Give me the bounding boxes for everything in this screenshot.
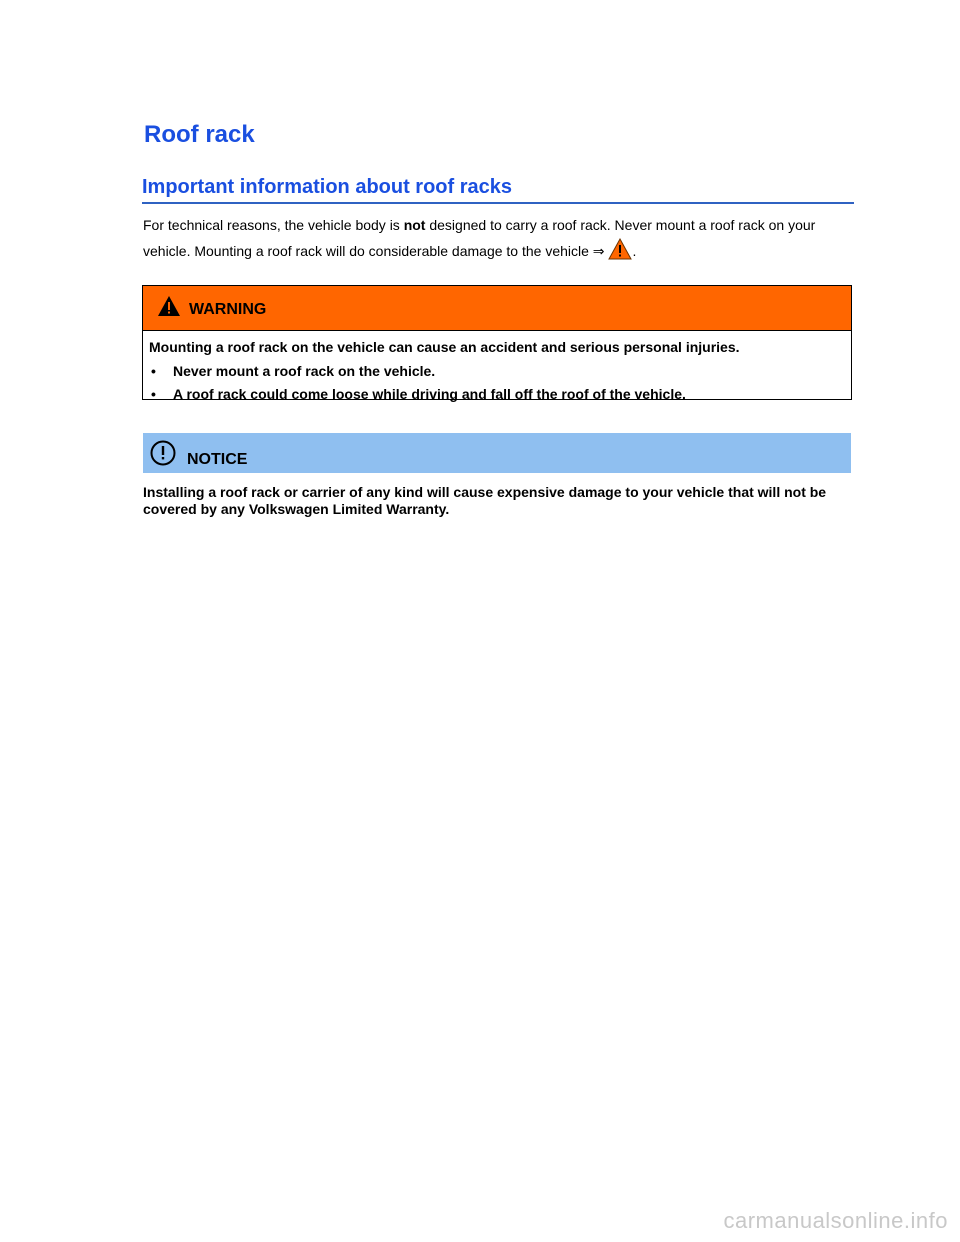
warning-label: WARNING xyxy=(189,301,267,318)
list-item-text: A roof rack could come loose while driving and fall off the roof of the vehicle. xyxy=(173,386,686,402)
notice-header xyxy=(143,433,851,473)
warning-header xyxy=(143,286,851,331)
intro-paragraph xyxy=(143,212,855,268)
exclamation-circle-icon xyxy=(149,439,177,472)
notice-text: Installing a roof rack or carrier of any kind will cause expensive damage to your vehicle that will not be covered by any Volkswagen Limited Warranty. xyxy=(143,484,827,517)
warning-list xyxy=(149,360,845,406)
warning-lead: Mounting a roof rack on the vehicle can cause an accident and serious personal injuries. xyxy=(149,339,740,355)
bullet: • xyxy=(151,363,156,379)
warning-box xyxy=(142,285,852,400)
intro-text-before: For technical reasons, the vehicle body is xyxy=(143,217,404,233)
warning-body xyxy=(143,331,851,406)
warning-triangle-icon[interactable] xyxy=(608,238,632,268)
list-item xyxy=(149,383,845,406)
notice-label: NOTICE xyxy=(187,451,248,468)
warning-triangle-icon xyxy=(157,295,181,322)
list-item-text: Never mount a roof rack on the vehicle. xyxy=(173,363,436,379)
page-title: Roof rack xyxy=(144,121,255,148)
list-item xyxy=(149,360,845,383)
site-watermark: carmanualsonline.info xyxy=(723,1208,948,1233)
intro-bold-word: not xyxy=(403,217,426,233)
bullet: • xyxy=(151,386,156,402)
intro-text-after: designed to carry a roof rack. Never mount a roof rack on your vehicle. Mounting a roof rack will do considerable damage to the vehicle ⇒ xyxy=(143,217,816,259)
intro-end-punct: . xyxy=(632,243,637,259)
section-heading: Important information about roof racks xyxy=(142,174,854,204)
